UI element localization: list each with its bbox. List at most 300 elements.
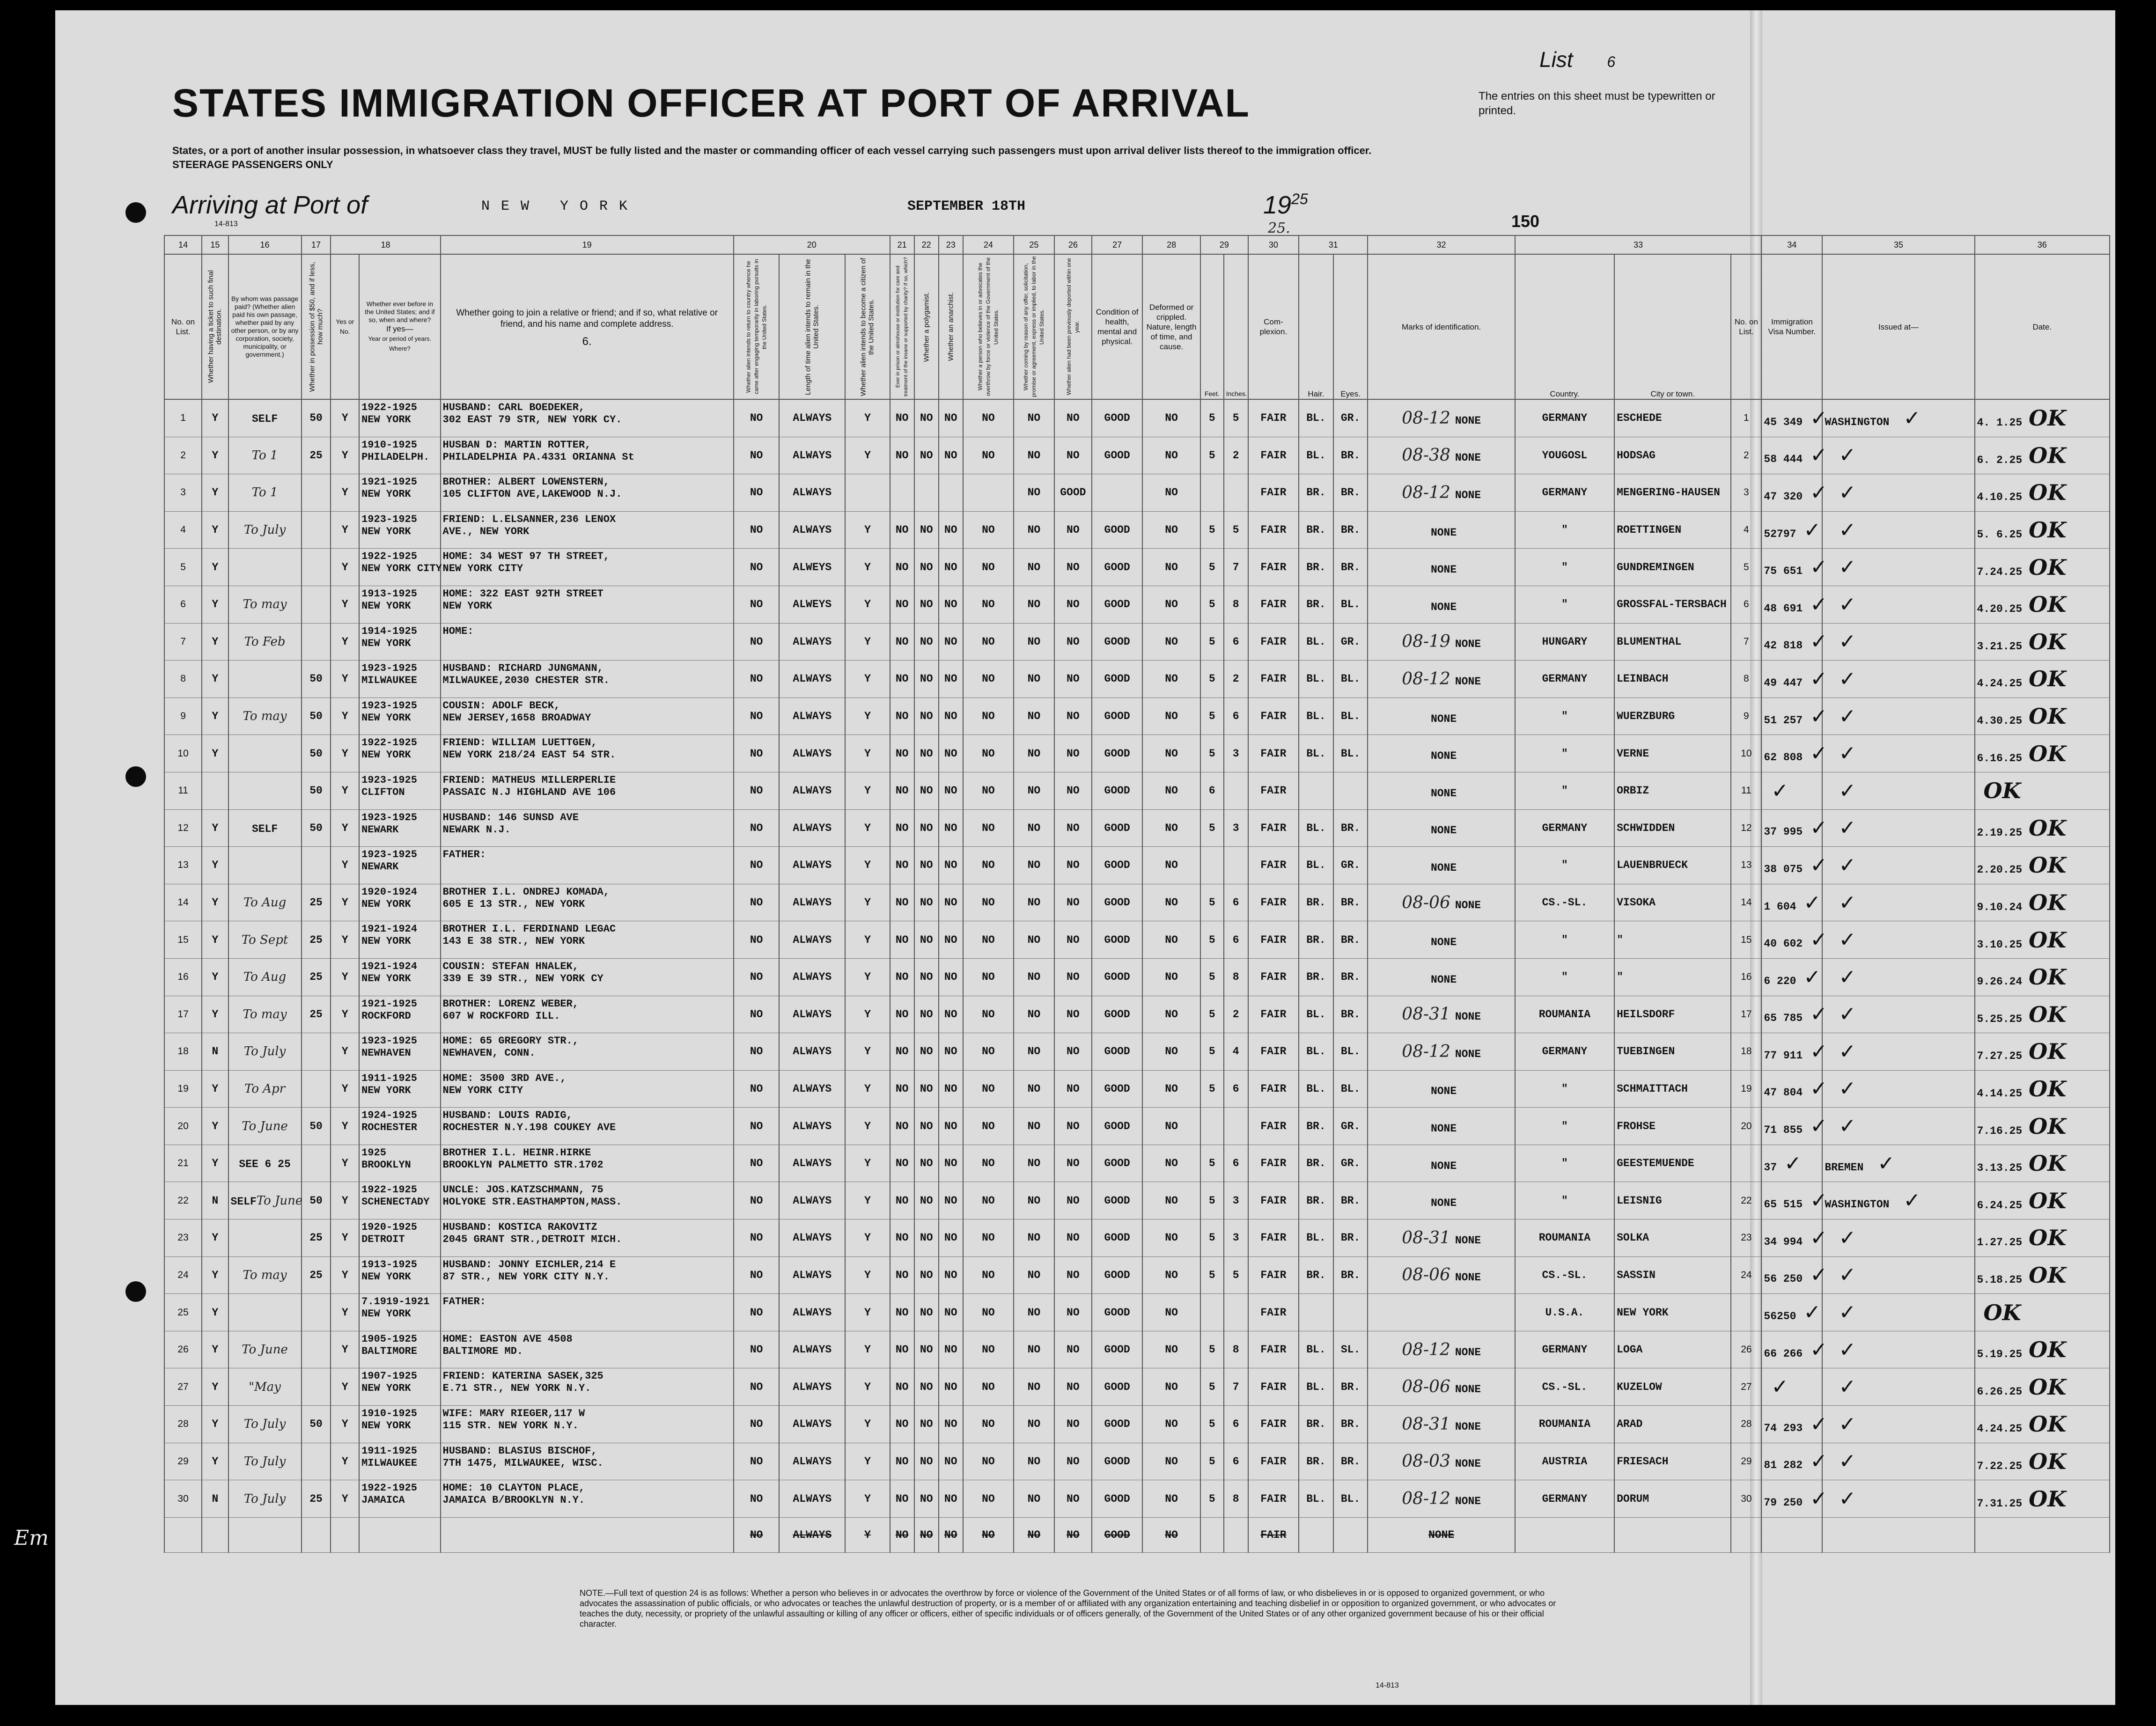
- health-cell: GOOD: [1092, 399, 1142, 437]
- poly-cell: NO: [914, 1033, 939, 1071]
- check-icon: ✓: [1839, 1300, 1856, 1325]
- prison-cell: NO: [890, 847, 914, 884]
- p1-cell: NO: [734, 474, 780, 512]
- marks-value: NONE: [1430, 824, 1457, 837]
- check-icon: ✓: [1803, 965, 1821, 989]
- deformed-cell: NO: [1142, 586, 1200, 623]
- deformed-cell: NO: [1142, 1182, 1200, 1219]
- hair-cell: BL.: [1299, 735, 1333, 772]
- row-number-2: 17: [1731, 996, 1761, 1033]
- check-icon: ✓: [1803, 518, 1821, 542]
- marks-cell: [1368, 1256, 1515, 1294]
- hdr-q26: Whether alien had been previously deported within one year.: [1054, 254, 1092, 399]
- feet-cell: 5: [1200, 549, 1224, 586]
- col-no: 20: [734, 235, 890, 254]
- p2-cell: ALWAYS: [779, 437, 845, 474]
- poly-cell: NO: [914, 437, 939, 474]
- passage-paid-cell: [228, 735, 302, 772]
- before-where: NEW YORK: [361, 1271, 411, 1283]
- ticket-cell: Y: [202, 511, 228, 549]
- visa-cell: [1761, 549, 1828, 586]
- anar-cell: NO: [939, 1443, 963, 1480]
- p2-cell: ALWAYS: [779, 847, 845, 884]
- deformed-cell: NO: [1142, 1219, 1200, 1257]
- poly-cell: NO: [914, 772, 939, 809]
- row-number-2: 29: [1731, 1443, 1761, 1480]
- feet-cell: 5: [1200, 1406, 1224, 1443]
- fifty-cell: [302, 1368, 331, 1406]
- check-icon: ✓: [1839, 1412, 1856, 1436]
- issued-at: BREMEN: [1825, 1161, 1864, 1174]
- passage-paid-cell: [228, 549, 302, 586]
- p3-cell: [845, 474, 890, 512]
- row-number: 24: [164, 1256, 202, 1294]
- eyes-cell: BR.: [1333, 996, 1368, 1033]
- p3-cell: Y: [845, 661, 890, 698]
- before-cell: [359, 1070, 440, 1108]
- ticket-cell: Y: [202, 698, 228, 735]
- anar-cell: NO: [939, 586, 963, 623]
- q26-cell: NO: [1054, 1145, 1092, 1182]
- passage-paid-cell: [228, 586, 302, 623]
- before-yn-cell: Y: [331, 735, 359, 772]
- p2-cell: ALWAYS: [779, 1443, 845, 1480]
- city-cell: NEW YORK: [1614, 1294, 1731, 1331]
- anar-cell: NO: [939, 1256, 963, 1294]
- eyes-cell: BL.: [1333, 698, 1368, 735]
- passage-paid: SEE 6 25: [239, 1158, 291, 1171]
- empty-cell: [1975, 1517, 2110, 1553]
- q25-cell: NO: [1014, 809, 1054, 847]
- before-where: ROCHESTER: [361, 1122, 417, 1134]
- visa-cell: [1761, 735, 1828, 772]
- visa-number: 79 250: [1764, 1497, 1803, 1509]
- city-cell: SASSIN: [1614, 1256, 1731, 1294]
- poly-cell: NO: [914, 1331, 939, 1368]
- p3-cell: Y: [845, 847, 890, 884]
- complexion-cell: FAIR: [1248, 1406, 1299, 1443]
- inches-cell: 5: [1224, 1256, 1248, 1294]
- empty-cell: [1822, 1517, 1974, 1553]
- health-cell: GOOD: [1092, 1480, 1142, 1518]
- poly-cell: NO: [914, 1517, 939, 1553]
- before-where: NEW YORK: [361, 898, 411, 910]
- complexion-cell: FAIR: [1248, 809, 1299, 847]
- table-row: [164, 399, 2110, 437]
- health-cell: GOOD: [1092, 921, 1142, 959]
- empty-cell: [441, 1517, 734, 1553]
- feet-cell: 5: [1200, 1368, 1224, 1406]
- date-cell: [1975, 772, 2110, 809]
- before-period: 1923-1925: [361, 774, 417, 786]
- p3-cell: Y: [845, 958, 890, 996]
- joining-cell: [441, 1406, 734, 1443]
- check-icon: ✓: [1839, 1039, 1856, 1064]
- country-cell: GERMANY: [1515, 809, 1614, 847]
- poly-cell: NO: [914, 1480, 939, 1518]
- poly-cell: NO: [914, 1182, 939, 1219]
- p1-cell: NO: [734, 772, 780, 809]
- visa-cell: [1761, 1108, 1828, 1145]
- before-period: 7.1919-1921: [361, 1296, 430, 1308]
- before-period: 1910-1925: [361, 1408, 417, 1420]
- issued-cell: [1822, 1368, 1974, 1406]
- country-cell: HUNGARY: [1515, 623, 1614, 661]
- hdr-joining: [441, 254, 734, 399]
- q26-cell: NO: [1054, 1331, 1092, 1368]
- p3-cell: Y: [845, 772, 890, 809]
- marks-cell: [1368, 921, 1515, 959]
- p2-cell: ALWAYS: [779, 698, 845, 735]
- joining-line: NEW YORK 218/24 EAST 54 STR.: [442, 749, 616, 761]
- q26-cell: NO: [1054, 1070, 1092, 1108]
- deformed-cell: NO: [1142, 399, 1200, 437]
- ticket-cell: Y: [202, 958, 228, 996]
- anar-cell: NO: [939, 1033, 963, 1071]
- hdr-ticket: Whether having a ticket to such final destination.: [202, 254, 228, 399]
- visa-date: 4.24.25: [1977, 1423, 2023, 1435]
- hair-cell: BL.: [1299, 1368, 1333, 1406]
- row-number-2: 4: [1731, 511, 1761, 549]
- ticket-cell: Y: [202, 1368, 228, 1406]
- row-number: 19: [164, 1070, 202, 1108]
- health-cell: GOOD: [1092, 1331, 1142, 1368]
- prison-cell: NO: [890, 1517, 914, 1553]
- empty-cell: [1731, 1517, 1761, 1553]
- check-icon: ✓: [1810, 630, 1828, 654]
- row-number: 15: [164, 921, 202, 959]
- country-cell: ROUMANIA: [1515, 1406, 1614, 1443]
- issued-cell: [1822, 1406, 1974, 1443]
- ticket-cell: Y: [202, 1406, 228, 1443]
- punch-hole: [125, 766, 146, 787]
- ticket-cell: Y: [202, 921, 228, 959]
- issued-cell: [1822, 698, 1974, 735]
- row-number: 7: [164, 623, 202, 661]
- passage-paid-cell: [228, 1294, 302, 1331]
- check-icon: ✓: [1877, 1151, 1895, 1175]
- passage-handwriting: To may: [243, 1007, 287, 1021]
- before-period: 1913-1925: [361, 1258, 417, 1271]
- before-period: 1923-1925: [361, 849, 417, 861]
- issued-cell: [1822, 1182, 1974, 1219]
- check-icon: ✓: [1810, 1337, 1828, 1362]
- date-cell: [1975, 1145, 2110, 1182]
- fifty-cell: 25: [302, 958, 331, 996]
- before-where: NEW YORK: [361, 637, 411, 649]
- hair-cell: BL.: [1299, 1331, 1333, 1368]
- empty-cell: [1614, 1517, 1731, 1553]
- p1-cell: NO: [734, 1182, 780, 1219]
- prison-cell: NO: [890, 996, 914, 1033]
- margin-note: Em: [14, 1526, 49, 1550]
- fifty-cell: [302, 1033, 331, 1071]
- before-period: 1923-1925: [361, 1035, 417, 1047]
- issued-cell: [1822, 1145, 1974, 1182]
- passage-paid-cell: [228, 1256, 302, 1294]
- table-row: [164, 772, 2110, 809]
- check-icon: ✓: [1839, 928, 1856, 952]
- before-where: NEW YORK: [361, 972, 411, 984]
- q24-cell: NO: [963, 661, 1014, 698]
- q24-cell: NO: [963, 921, 1014, 959]
- passage-paid-cell: [228, 884, 302, 921]
- col-no: 33: [1515, 235, 1762, 254]
- feet-cell: [1200, 1108, 1224, 1145]
- health-cell: GOOD: [1092, 1256, 1142, 1294]
- complexion-cell: FAIR: [1248, 586, 1299, 623]
- year-suffix: 25: [1291, 191, 1308, 207]
- prison-cell: NO: [890, 1256, 914, 1294]
- country-cell: CS.-SL.: [1515, 884, 1614, 921]
- hdr-before-text: Whether ever before in the United States; and if so, when and where?: [365, 300, 435, 323]
- q25-cell: NO: [1014, 1219, 1054, 1257]
- marks-value: NONE: [1455, 1048, 1481, 1060]
- anar-cell: NO: [939, 958, 963, 996]
- check-icon: ✓: [1839, 1375, 1856, 1399]
- poly-cell: NO: [914, 511, 939, 549]
- anar-cell: NO: [939, 1368, 963, 1406]
- marks-value: NONE: [1430, 787, 1457, 800]
- p3-cell: Y: [845, 1406, 890, 1443]
- eyes-cell: BL.: [1333, 661, 1368, 698]
- before-cell: [359, 661, 440, 698]
- fifty-cell: 25: [302, 1480, 331, 1518]
- anar-cell: NO: [939, 511, 963, 549]
- joining-line: HUSBAN D: MARTIN ROTTER,: [442, 439, 591, 451]
- passage-handwriting: To may: [243, 1268, 287, 1282]
- feet-cell: 5: [1200, 1331, 1224, 1368]
- feet-cell: 5: [1200, 884, 1224, 921]
- joining-line: HOME: 322 EAST 92TH STREET: [442, 588, 603, 600]
- row-number-2: 18: [1731, 1033, 1761, 1071]
- ok-mark: OK: [2029, 517, 2067, 543]
- row-number-2: 11: [1731, 772, 1761, 809]
- feet-cell: 5: [1200, 921, 1224, 959]
- p1-cell: NO: [734, 549, 780, 586]
- passage-handwriting: To June: [256, 1193, 303, 1208]
- ticket-cell: Y: [202, 1070, 228, 1108]
- country-cell: ": [1515, 549, 1614, 586]
- anar-cell: NO: [939, 1182, 963, 1219]
- joining-cell: [441, 1294, 734, 1331]
- ok-mark: OK: [2029, 1076, 2067, 1102]
- check-icon: ✓: [1810, 816, 1828, 840]
- city-cell: GEESTEMUENDE: [1614, 1145, 1731, 1182]
- marks-cell: [1368, 1480, 1515, 1518]
- deformed-cell: NO: [1142, 809, 1200, 847]
- hair-cell: BL.: [1299, 1480, 1333, 1518]
- joining-cell: [441, 847, 734, 884]
- before-where: NEW YORK: [361, 525, 411, 537]
- country-cell: GERMANY: [1515, 661, 1614, 698]
- health-cell: GOOD: [1092, 958, 1142, 996]
- row-number-2: 13: [1731, 847, 1761, 884]
- before-where: NEW YORK: [361, 749, 411, 761]
- joining-line: BROTHER I.L. ONDREJ KOMADA,: [442, 886, 610, 898]
- joining-line: HUSBAND: BLASIUS BISCHOF,: [442, 1445, 597, 1457]
- visa-number: 62 808: [1764, 751, 1803, 764]
- check-icon: ✓: [1839, 742, 1856, 766]
- table-row: [164, 735, 2110, 772]
- passage-paid-cell: [228, 1368, 302, 1406]
- country-cell: ": [1515, 735, 1614, 772]
- poly-cell: NO: [914, 698, 939, 735]
- before-yn-cell: Y: [331, 1145, 359, 1182]
- deformed-cell: NO: [1142, 1256, 1200, 1294]
- feet-cell: 5: [1200, 1182, 1224, 1219]
- feet-cell: 5: [1200, 698, 1224, 735]
- table-row: [164, 1108, 2110, 1145]
- before-where: PHILADELPH.: [361, 451, 430, 463]
- passage-paid-cell: [228, 921, 302, 959]
- p3-cell: Y: [845, 1108, 890, 1145]
- hair-cell: BL.: [1299, 661, 1333, 698]
- ok-mark: OK: [2029, 1448, 2067, 1474]
- before-where: NEW YORK: [361, 1382, 411, 1395]
- q24-cell: NO: [963, 1033, 1014, 1071]
- health-cell: GOOD: [1092, 1182, 1142, 1219]
- marks-value: NONE: [1430, 936, 1457, 949]
- col-no: 21: [890, 235, 914, 254]
- before-where: CLIFTON: [361, 786, 405, 798]
- check-icon: ✓: [1810, 667, 1828, 691]
- anar-cell: NO: [939, 1480, 963, 1518]
- col-no: 34: [1761, 235, 1822, 254]
- before-cell: [359, 809, 440, 847]
- ticket-cell: [202, 772, 228, 809]
- ticket-cell: Y: [202, 1331, 228, 1368]
- joining-line: FRIEND: KATERINA SASEK,325: [442, 1370, 603, 1382]
- joining-cell: [441, 1219, 734, 1257]
- issued-cell: [1822, 884, 1974, 921]
- city-cell: SCHMAITTACH: [1614, 1070, 1731, 1108]
- visa-date: 6.24.25: [1977, 1199, 2023, 1212]
- ok-mark: OK: [2029, 1486, 2067, 1512]
- marks-handwriting: 08-12: [1402, 669, 1450, 689]
- q24-cell: NO: [963, 1517, 1014, 1553]
- feet-cell: 5: [1200, 809, 1224, 847]
- inches-cell: 7: [1224, 1368, 1248, 1406]
- hdr-period: Year or period of years.: [368, 335, 432, 342]
- joining-line: BROTHER: ALBERT LOWENSTERN,: [442, 476, 610, 488]
- before-yn-cell: Y: [331, 437, 359, 474]
- q26-cell: NO: [1054, 921, 1092, 959]
- q26-cell: NO: [1054, 1480, 1092, 1518]
- row-number: 1: [164, 399, 202, 437]
- eyes-cell: GR.: [1333, 399, 1368, 437]
- issued-cell: [1822, 399, 1974, 437]
- joining-cell: [441, 1145, 734, 1182]
- issued-cell: [1822, 996, 1974, 1033]
- hdr-joining-text: Whether going to join a relative or friend; and if so, what relative or friend, and his name and complete address.: [456, 308, 718, 329]
- check-icon: ✓: [1810, 1487, 1828, 1511]
- row-number-2: 2: [1731, 437, 1761, 474]
- instructions: [172, 144, 1670, 172]
- before-where: BALTIMORE: [361, 1345, 417, 1357]
- ok-mark: OK: [2029, 704, 2067, 729]
- visa-number: 40 602: [1764, 938, 1803, 950]
- before-yn-cell: Y: [331, 511, 359, 549]
- complexion-cell: FAIR: [1248, 1182, 1299, 1219]
- row-number-2: 27: [1731, 1368, 1761, 1406]
- prison-cell: NO: [890, 549, 914, 586]
- check-icon: ✓: [1803, 890, 1821, 915]
- q25-cell: NO: [1014, 735, 1054, 772]
- joining-cell: [441, 1033, 734, 1071]
- passage-paid-cell: [228, 1108, 302, 1145]
- p1-cell: NO: [734, 1294, 780, 1331]
- marks-cell: [1368, 549, 1515, 586]
- row-number: 11: [164, 772, 202, 809]
- page-number: 150: [1511, 212, 1540, 231]
- check-icon: ✓: [1839, 518, 1856, 542]
- fifty-cell: [302, 549, 331, 586]
- joining-line: 115 STR. NEW YORK N.Y.: [442, 1420, 579, 1432]
- poly-cell: NO: [914, 996, 939, 1033]
- row-number-2: 10: [1731, 735, 1761, 772]
- visa-number: 34 994: [1764, 1235, 1803, 1248]
- feet-cell: 5: [1200, 1443, 1224, 1480]
- complexion-cell: FAIR: [1248, 1108, 1299, 1145]
- anar-cell: NO: [939, 623, 963, 661]
- joining-line: HUSBAND: RICHARD JUNGMANN,: [442, 662, 603, 675]
- before-cell: [359, 1145, 440, 1182]
- row-number-2: 30: [1731, 1480, 1761, 1518]
- check-icon: ✓: [1771, 779, 1789, 803]
- eyes-cell: BR.: [1333, 809, 1368, 847]
- prison-cell: NO: [890, 1480, 914, 1518]
- eyes-cell: BR.: [1333, 958, 1368, 996]
- q24-cell: NO: [963, 549, 1014, 586]
- inches-cell: 8: [1224, 1480, 1248, 1518]
- health-cell: GOOD: [1092, 735, 1142, 772]
- anar-cell: NO: [939, 847, 963, 884]
- p1-cell: NO: [734, 1331, 780, 1368]
- fifty-cell: 50: [302, 661, 331, 698]
- check-icon: ✓: [1810, 1263, 1828, 1287]
- complexion-cell: FAIR: [1248, 623, 1299, 661]
- city-cell: DORUM: [1614, 1480, 1731, 1518]
- health-cell: GOOD: [1092, 1033, 1142, 1071]
- anar-cell: NO: [939, 399, 963, 437]
- q24-cell: NO: [963, 958, 1014, 996]
- row-number: 21: [164, 1145, 202, 1182]
- joining-line: COUSIN: ADOLF BECK,: [442, 699, 560, 712]
- punch-hole: [125, 1281, 146, 1302]
- date-cell: [1975, 1070, 2110, 1108]
- p3-cell: Y: [845, 1294, 890, 1331]
- marks-cell: [1368, 586, 1515, 623]
- footnote: NOTE.—Full text of question 24 is as follows: Whether a person who believes in or advocates the overthrow by force or violence of the Government of the United States or of all forms of law, or who disbelieves in or is opposed to organized government, or who advocates the assassination of public officials, or who advocates or teaches the unlawful destruction of property, or is a member of or affiliated with any organization entertaining and teaching disbelief in or opposition to organized government, or who advocates or teaches the duty, necessity, or propriety of the unlawful assaulting or killing of any officer or officers, either of specific individuals or of officers generally, of the Government of the United States or of any other organized government because of his or their official character.: [580, 1588, 1556, 1629]
- q26-cell: NO: [1054, 847, 1092, 884]
- hair-cell: BL.: [1299, 399, 1333, 437]
- ticket-cell: Y: [202, 884, 228, 921]
- q26-cell: NO: [1054, 735, 1092, 772]
- marks-cell: [1368, 884, 1515, 921]
- row-number: 18: [164, 1033, 202, 1071]
- row-number: 3: [164, 474, 202, 512]
- joining-line: BROTHER: LORENZ WEBER,: [442, 998, 579, 1010]
- q24-cell: NO: [963, 1070, 1014, 1108]
- joining-line: HOLYOKE STR.EASTHAMPTON,MASS.: [442, 1196, 622, 1208]
- q26-cell: NO: [1054, 1182, 1092, 1219]
- country-cell: ": [1515, 1145, 1614, 1182]
- city-cell: BLUMENTHAL: [1614, 623, 1731, 661]
- inches-cell: 8: [1224, 1331, 1248, 1368]
- row-number: 2: [164, 437, 202, 474]
- marks-value: NONE: [1455, 899, 1481, 911]
